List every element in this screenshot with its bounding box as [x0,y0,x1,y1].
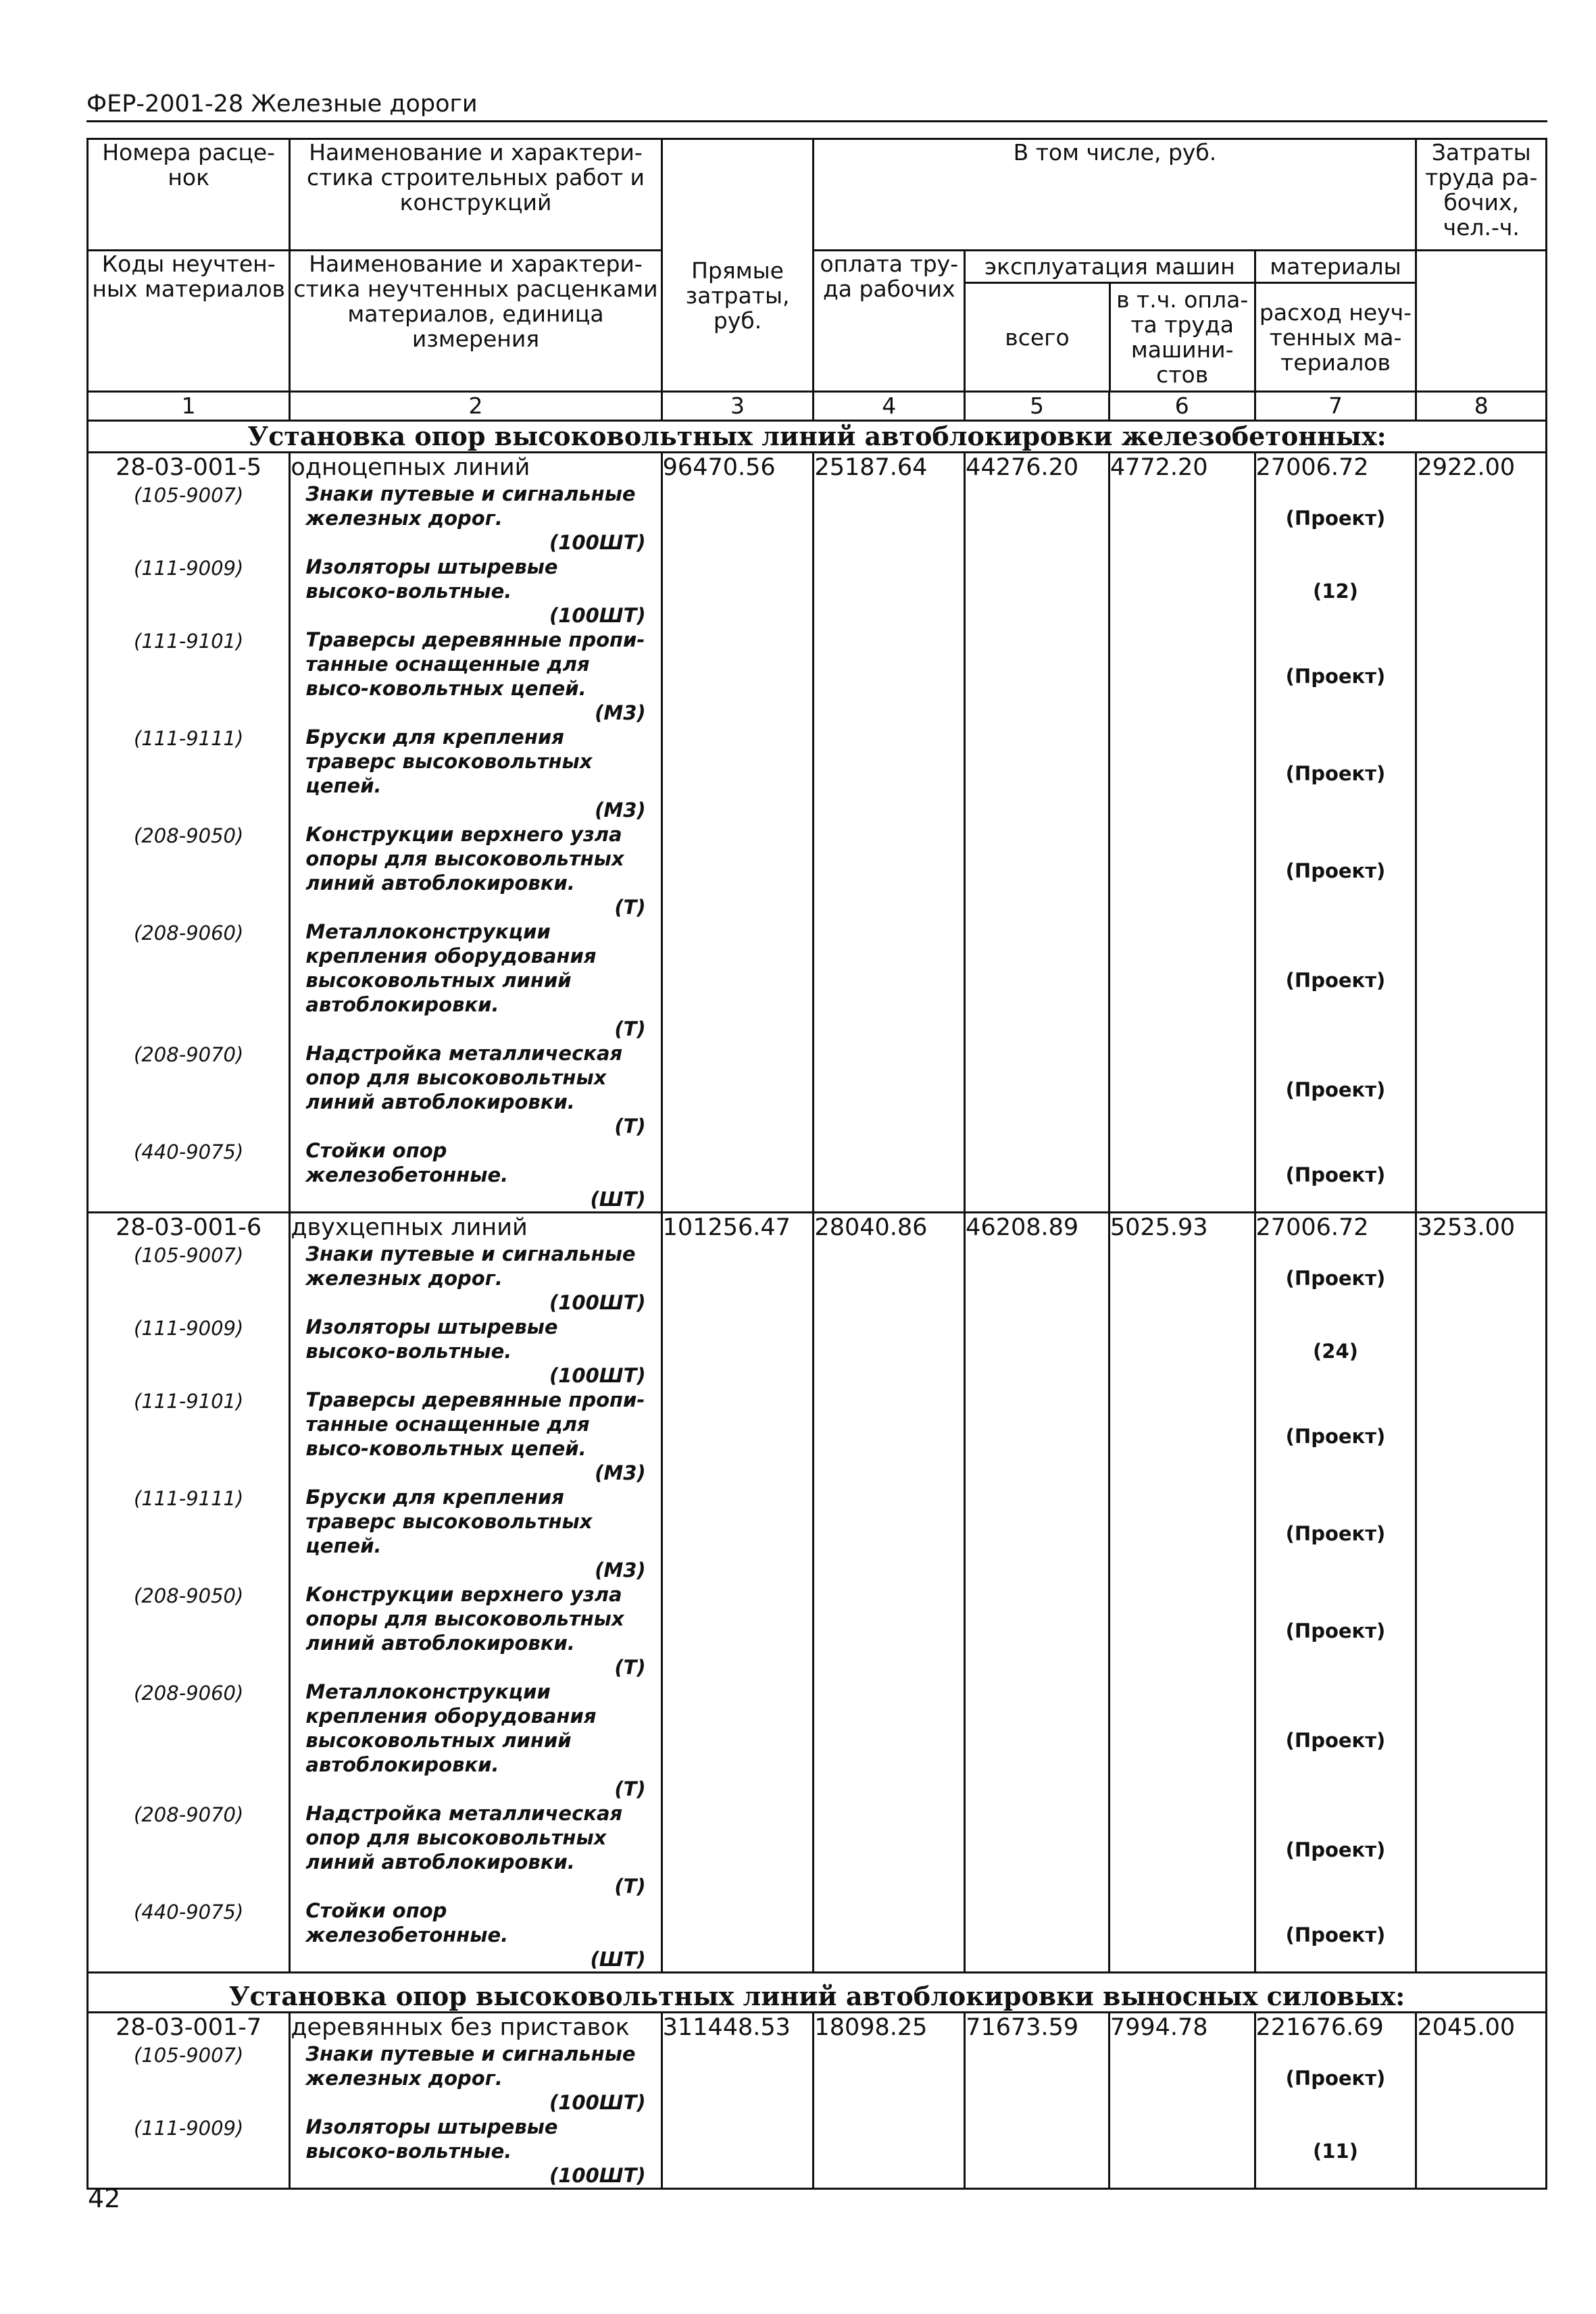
rate-row [88,2013,1547,2042]
material-code: (440-9075) [88,1138,290,1213]
material-row [88,2115,1547,2189]
material-unit: (Т) [614,896,646,919]
material-quantity: (Проект) [1255,1138,1416,1213]
empty-cell [662,725,814,822]
material-code: (208-9070) [88,1041,290,1138]
empty-cell [965,1041,1109,1138]
material-quantity: (Проект) [1255,1582,1416,1680]
col-number: 6 [1109,392,1255,421]
material-unit: (100ШТ) [549,531,646,554]
rate-machinists: 4772.20 [1109,453,1255,482]
material-row [88,1242,1547,1315]
empty-cell [814,1801,965,1898]
empty-cell [814,1485,965,1582]
empty-cell [814,2042,965,2115]
empty-cell [814,555,965,628]
empty-cell [662,1388,814,1485]
material-row [88,1388,1547,1485]
hdr-materials: материалы [1256,251,1416,284]
material-name-cell [290,628,662,725]
empty-cell [965,2042,1109,2115]
material-name-cell [290,725,662,822]
material-name-cell [290,555,662,628]
material-unit: (Т) [614,1778,646,1801]
empty-cell [1416,725,1547,822]
material-unit: (100ШТ) [549,1364,646,1387]
material-name: Стойки опор железобетонные. [305,1139,509,1186]
rate-block [88,2013,1547,2189]
hdr-rate-numbers: Номера расце-нок [88,139,290,251]
material-name: Стойки опор железобетонные. [305,1899,509,1946]
material-name: Металлоконструкции крепления оборудования высоковольтных линий автоблокировки. [305,1680,597,1776]
empty-cell [814,920,965,1041]
material-name-cell [290,1680,662,1801]
material-quantity: (Проект) [1255,1485,1416,1582]
empty-cell [814,725,965,822]
material-unit: (М3) [595,799,646,822]
col-number: 7 [1255,392,1416,421]
material-quantity: (Проект) [1255,1898,1416,1973]
empty-cell [1109,628,1255,725]
material-row [88,482,1547,555]
material-quantity: (Проект) [1255,628,1416,725]
empty-cell [1109,1582,1255,1680]
material-quantity: (12) [1255,555,1416,628]
material-unit: (М3) [595,701,646,724]
material-unit: (Т) [614,1115,646,1138]
empty-cell [814,628,965,725]
material-quantity: (Проект) [1255,1242,1416,1315]
rate-name: одноцепных линий [290,453,662,482]
empty-cell [1109,1388,1255,1485]
empty-cell [814,822,965,920]
material-unit: (ШТ) [590,1188,646,1211]
hdr-direct-costs: Прямые затраты, руб. [662,139,814,392]
material-name: Изоляторы штыревые высоко-вольтные. [305,2115,558,2163]
material-name: Надстройка металлическая опор для высоковольтных линий автоблокировки. [305,1802,623,1873]
empty-cell [814,1138,965,1213]
empty-cell [1416,482,1547,555]
empty-cell [1109,1801,1255,1898]
material-row [88,920,1547,1041]
empty-cell [1109,1315,1255,1388]
material-unit: (100ШТ) [549,2091,646,2114]
col-number: 8 [1416,392,1547,421]
material-code: (111-9111) [88,725,290,822]
empty-cell [1416,1680,1547,1801]
empty-cell [965,822,1109,920]
material-name: Надстройка металлическая опор для высоковольтных линий автоблокировки. [305,1042,623,1113]
material-code: (208-9070) [88,1801,290,1898]
material-quantity: (Проект) [1255,725,1416,822]
empty-cell [1416,1485,1547,1582]
material-quantity: (24) [1255,1315,1416,1388]
material-name: Знаки путевые и сигнальные железных дорог. [305,482,636,530]
empty-cell [1416,1898,1547,1973]
empty-cell [1109,1898,1255,1973]
rate-name: двухцепных линий [290,1213,662,1242]
empty-cell [1416,628,1547,725]
empty-cell [965,482,1109,555]
rate-code: 28-03-001-6 [88,1213,290,1242]
empty-cell [814,1680,965,1801]
material-unit: (Т) [614,1656,646,1679]
material-name: Конструкции верхнего узла опоры для высоковольтных линий автоблокировки. [305,1583,624,1655]
empty-cell [1109,1041,1255,1138]
material-row [88,628,1547,725]
material-name: Траверсы деревянные пропи-танные оснащенные для высо-ковольтных цепей. [305,628,645,700]
empty-cell [662,1801,814,1898]
material-code: (111-9101) [88,1388,290,1485]
col-number: 4 [814,392,965,421]
hdr-worker-pay: оплата тру-да рабочих [814,251,965,392]
material-unit: (ШТ) [590,1948,646,1971]
material-code: (111-9009) [88,555,290,628]
rate-row [88,453,1547,482]
empty-cell [965,1242,1109,1315]
hdr-total: всего [966,284,1111,391]
empty-cell [662,2042,814,2115]
material-quantity: (Проект) [1255,1680,1416,1801]
material-quantity: (Проект) [1255,1388,1416,1485]
empty-cell [1109,2042,1255,2115]
material-code: (105-9007) [88,2042,290,2115]
material-row [88,1582,1547,1680]
material-unit: (Т) [614,1017,646,1040]
material-quantity: (Проект) [1255,822,1416,920]
rate-pay: 28040.86 [814,1213,965,1242]
empty-cell [965,555,1109,628]
hdr-unaccounted-usage: расход неуч-тенных ма-териалов [1259,299,1412,376]
material-name: Изоляторы штыревые высоко-вольтные. [305,555,558,603]
material-row [88,725,1547,822]
material-name-cell [290,1898,662,1973]
empty-cell [1416,1041,1547,1138]
rate-materials: 27006.72 [1255,453,1416,482]
rate-machinists: 5025.93 [1109,1213,1255,1242]
hdr-codes-unaccounted: Коды неучтен-ных материалов [88,251,290,392]
material-quantity: (Проект) [1255,1801,1416,1898]
material-code: (440-9075) [88,1898,290,1973]
material-row [88,1315,1547,1388]
material-unit: (100ШТ) [549,604,646,627]
col-number: 1 [88,392,290,421]
empty-cell [965,628,1109,725]
material-name-cell [290,1388,662,1485]
column-numbers-row [88,392,1547,421]
material-name: Траверсы деревянные пропи-танные оснащенные для высо-ковольтных цепей. [305,1388,645,1460]
empty-cell [662,822,814,920]
material-name: Бруски для крепления траверс высоковольтных цепей. [305,1486,593,1557]
material-name: Знаки путевые и сигнальные железных дорог. [305,1242,636,1290]
rate-code: 28-03-001-7 [88,2013,290,2042]
empty-cell [662,1898,814,1973]
rate-machines: 71673.59 [965,2013,1109,2042]
empty-cell [1416,555,1547,628]
empty-cell [1109,920,1255,1041]
material-name-cell [290,1315,662,1388]
empty-cell [1109,555,1255,628]
material-unit: (100ШТ) [549,2164,646,2187]
empty-cell [965,1680,1109,1801]
empty-cell [1109,1485,1255,1582]
empty-cell [1109,725,1255,822]
empty-cell [1416,1388,1547,1485]
empty-cell [1416,1242,1547,1315]
empty-cell [662,1138,814,1213]
empty-cell [1416,822,1547,920]
col-number: 5 [965,392,1109,421]
rate-row [88,1213,1547,1242]
empty-cell [1109,1680,1255,1801]
material-code: (208-9050) [88,1582,290,1680]
empty-cell [965,1485,1109,1582]
empty-cell [814,482,965,555]
material-name: Изоляторы штыревые высоко-вольтные. [305,1315,558,1363]
empty-cell [1109,482,1255,555]
empty-cell [1416,1801,1547,1898]
material-quantity: (Проект) [1255,482,1416,555]
empty-cell [662,1315,814,1388]
material-unit: (М3) [595,1559,646,1582]
material-row [88,1801,1547,1898]
empty-cell [662,1242,814,1315]
hdr-machine-operation: эксплуатация машин [966,251,1253,284]
rate-labor: 2045.00 [1416,2013,1547,2042]
empty-cell [814,1582,965,1680]
empty-cell [814,1898,965,1973]
rate-materials: 27006.72 [1255,1213,1416,1242]
hdr-name-unaccounted: Наименование и характери-стика неучтенных расценками материалов, единица измерения [290,251,662,392]
rate-block [88,453,1547,1213]
empty-cell [965,1388,1109,1485]
rates-table [86,138,1547,2190]
page-number: 42 [88,2184,121,2213]
empty-cell [662,555,814,628]
empty-cell [1109,1138,1255,1213]
material-row [88,1138,1547,1213]
empty-cell [965,725,1109,822]
material-name-cell [290,2042,662,2115]
empty-cell [965,1801,1109,1898]
empty-cell [1416,1315,1547,1388]
rate-direct: 101256.47 [662,1213,814,1242]
empty-cell [1416,920,1547,1041]
empty-cell [1109,2115,1255,2189]
rate-machines: 46208.89 [965,1213,1109,1242]
material-name: Знаки путевые и сигнальные железных дорог. [305,2042,636,2090]
material-row [88,1898,1547,1973]
material-quantity: (11) [1255,2115,1416,2189]
empty-cell [662,482,814,555]
material-name-cell [290,920,662,1041]
hdr-labor-costs: Затраты труда ра-бочих, чел.-ч. [1416,139,1547,251]
empty-cell [662,920,814,1041]
empty-cell [965,920,1109,1041]
page-header: ФЕР-2001-28 Железные дороги [86,89,1547,122]
material-name: Бруски для крепления траверс высоковольтных цепей. [305,726,593,797]
empty-cell [662,1485,814,1582]
col-number: 3 [662,392,814,421]
material-code: (105-9007) [88,482,290,555]
empty-cell [965,1315,1109,1388]
material-quantity: (Проект) [1255,2042,1416,2115]
material-code: (208-9060) [88,1680,290,1801]
empty-cell [814,1315,965,1388]
material-code: (111-9009) [88,2115,290,2189]
material-name-cell [290,1801,662,1898]
rate-machines: 44276.20 [965,453,1109,482]
hdr-including: В том числе, руб. [814,139,1416,251]
material-name-cell [290,1242,662,1315]
material-unit: (М3) [595,1461,646,1484]
section-title: Установка опор высоковольтных линий автоблокировки железобетонных: [88,421,1547,453]
rate-name: деревянных без приставок [290,2013,662,2042]
empty-cell [965,2115,1109,2189]
empty-cell [1109,822,1255,920]
material-name-cell [290,1041,662,1138]
empty-cell [662,1680,814,1801]
empty-cell [662,1041,814,1138]
empty-cell [1416,1138,1547,1213]
empty-cell [814,1388,965,1485]
material-unit: (Т) [614,1875,646,1898]
empty-cell [1416,2042,1547,2115]
rate-materials: 221676.69 [1255,2013,1416,2042]
empty-cell [662,2115,814,2189]
rate-direct: 96470.56 [662,453,814,482]
empty-cell [814,2115,965,2189]
material-code: (105-9007) [88,1242,290,1315]
rate-labor: 2922.00 [1416,453,1547,482]
material-code: (111-9009) [88,1315,290,1388]
hdr-incl-machinist-pay: в т.ч. опла-та труда машини-стов [1116,286,1249,388]
empty-cell [965,1898,1109,1973]
rate-machinists: 7994.78 [1109,2013,1255,2042]
hdr-name-works: Наименование и характери-стика строительных работ и конструкций [290,139,662,251]
rate-pay: 18098.25 [814,2013,965,2042]
empty-cell [1109,1242,1255,1315]
empty-cell [1416,1582,1547,1680]
material-code: (208-9050) [88,822,290,920]
material-quantity: (Проект) [1255,920,1416,1041]
material-row [88,1485,1547,1582]
empty-cell [965,1582,1109,1680]
material-row [88,1680,1547,1801]
material-name-cell [290,2115,662,2189]
material-quantity: (Проект) [1255,1041,1416,1138]
material-name: Конструкции верхнего узла опоры для высоковольтных линий автоблокировки. [305,823,624,895]
rate-direct: 311448.53 [662,2013,814,2042]
material-name-cell [290,1138,662,1213]
col-number: 2 [290,392,662,421]
material-name-cell [290,482,662,555]
material-code: (111-9101) [88,628,290,725]
empty-cell [662,1582,814,1680]
empty-cell [1416,2115,1547,2189]
material-code: (111-9111) [88,1485,290,1582]
empty-cell [814,1041,965,1138]
material-row [88,2042,1547,2115]
empty-cell [814,1242,965,1315]
material-unit: (100ШТ) [549,1291,646,1314]
material-name-cell [290,1485,662,1582]
material-row [88,1041,1547,1138]
material-code: (208-9060) [88,920,290,1041]
empty-cell [965,1138,1109,1213]
material-name-cell [290,1582,662,1680]
rate-labor: 3253.00 [1416,1213,1547,1242]
rate-block [88,1213,1547,1973]
rate-code: 28-03-001-5 [88,453,290,482]
section-title: Установка опор высоковольтных линий автоблокировки выносных силовых: [88,1973,1547,2013]
material-row [88,555,1547,628]
material-row [88,822,1547,920]
empty-cell [662,628,814,725]
material-name-cell [290,822,662,920]
rate-pay: 25187.64 [814,453,965,482]
material-name: Металлоконструкции крепления оборудования высоковольтных линий автоблокировки. [305,920,597,1016]
